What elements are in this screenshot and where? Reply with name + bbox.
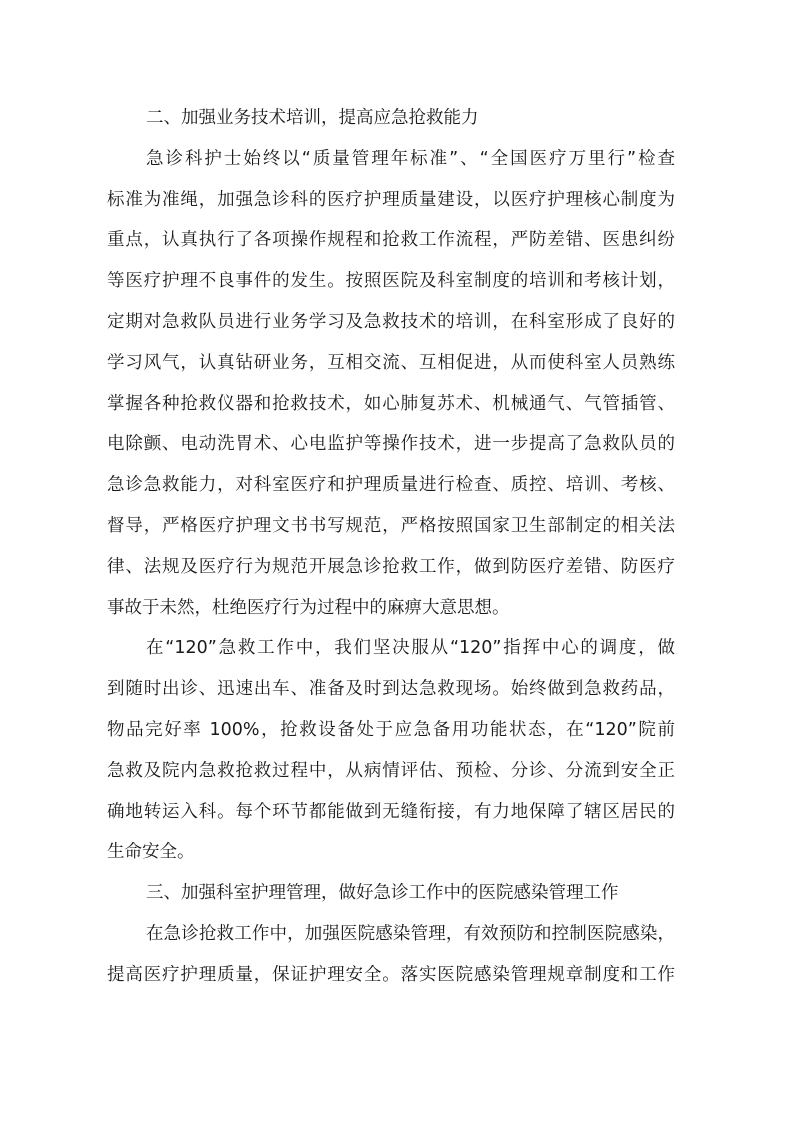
text-line: 学习风气，认真钻研业务，互相交流、互相促进，从而使科室人员熟练 xyxy=(107,352,675,373)
text-line: 急救及院内急救抢救过程中，从病情评估、预检、分诊、分流到安全正 xyxy=(107,760,675,781)
text-line: 二、加强业务技术培训，提高应急抢救能力 xyxy=(146,108,479,128)
text-line: 生命安全。 xyxy=(107,842,195,863)
text-line: 等医疗护理不良事件的发生。按照医院及科室制度的培训和考核计划， xyxy=(107,271,675,292)
document-body xyxy=(107,98,675,996)
text-line: 物品完好率 100%，抢救设备处于应急备用功能状态，在“120”院前 xyxy=(107,719,675,740)
text-line: 重点，认真执行了各项操作规程和抢救工作流程，严防差错、医患纠纷 xyxy=(107,230,675,251)
text-line: 定期对急救队员进行业务学习及急救技术的培训，在科室形成了良好的 xyxy=(107,311,675,332)
text-line: 确地转运入科。每个环节都能做到无缝衔接，有力地保障了辖区居民的 xyxy=(107,801,675,822)
text-line: 事故于未然，杜绝医疗行为过程中的麻痹大意思想。 xyxy=(107,597,510,618)
text-line: 电除颤、电动洗胃术、心电监护等操作技术，进一步提高了急救队员的 xyxy=(107,434,675,455)
text-line: 在“120”急救工作中，我们坚决服从“120”指挥中心的调度，做 xyxy=(146,638,675,659)
text-line: 提高医疗护理质量，保证护理安全。落实医院感染管理规章制度和工作 xyxy=(107,964,675,985)
text-line: 三、加强科室护理管理，做好急诊工作中的医院感染管理工作 xyxy=(146,883,619,904)
text-line: 督导，严格医疗护理文书书写规范，严格按照国家卫生部制定的相关法 xyxy=(107,515,675,536)
text-line: 急诊急救能力，对科室医疗和护理质量进行检查、质控、培训、考核、 xyxy=(107,475,675,496)
text-line: 到随时出诊、迅速出车、准备及时到达急救现场。始终做到急救药品， xyxy=(107,679,675,700)
text-line: 掌握各种抢救仪器和抢救技术，如心肺复苏术、机械通气、气管插管、 xyxy=(107,393,675,414)
text-line: 标准为准绳，加强急诊科的医疗护理质量建设，以医疗护理核心制度为 xyxy=(107,189,675,210)
text-line: 在急诊抢救工作中，加强医院感染管理，有效预防和控制医院感染， xyxy=(146,923,675,944)
text-line: 急诊科护士始终以“质量管理年标准”、“全国医疗万里行”检查 xyxy=(146,148,675,169)
text-line: 律、法规及医疗行为规范开展急诊抢救工作，做到防医疗差错、防医疗 xyxy=(107,556,675,577)
